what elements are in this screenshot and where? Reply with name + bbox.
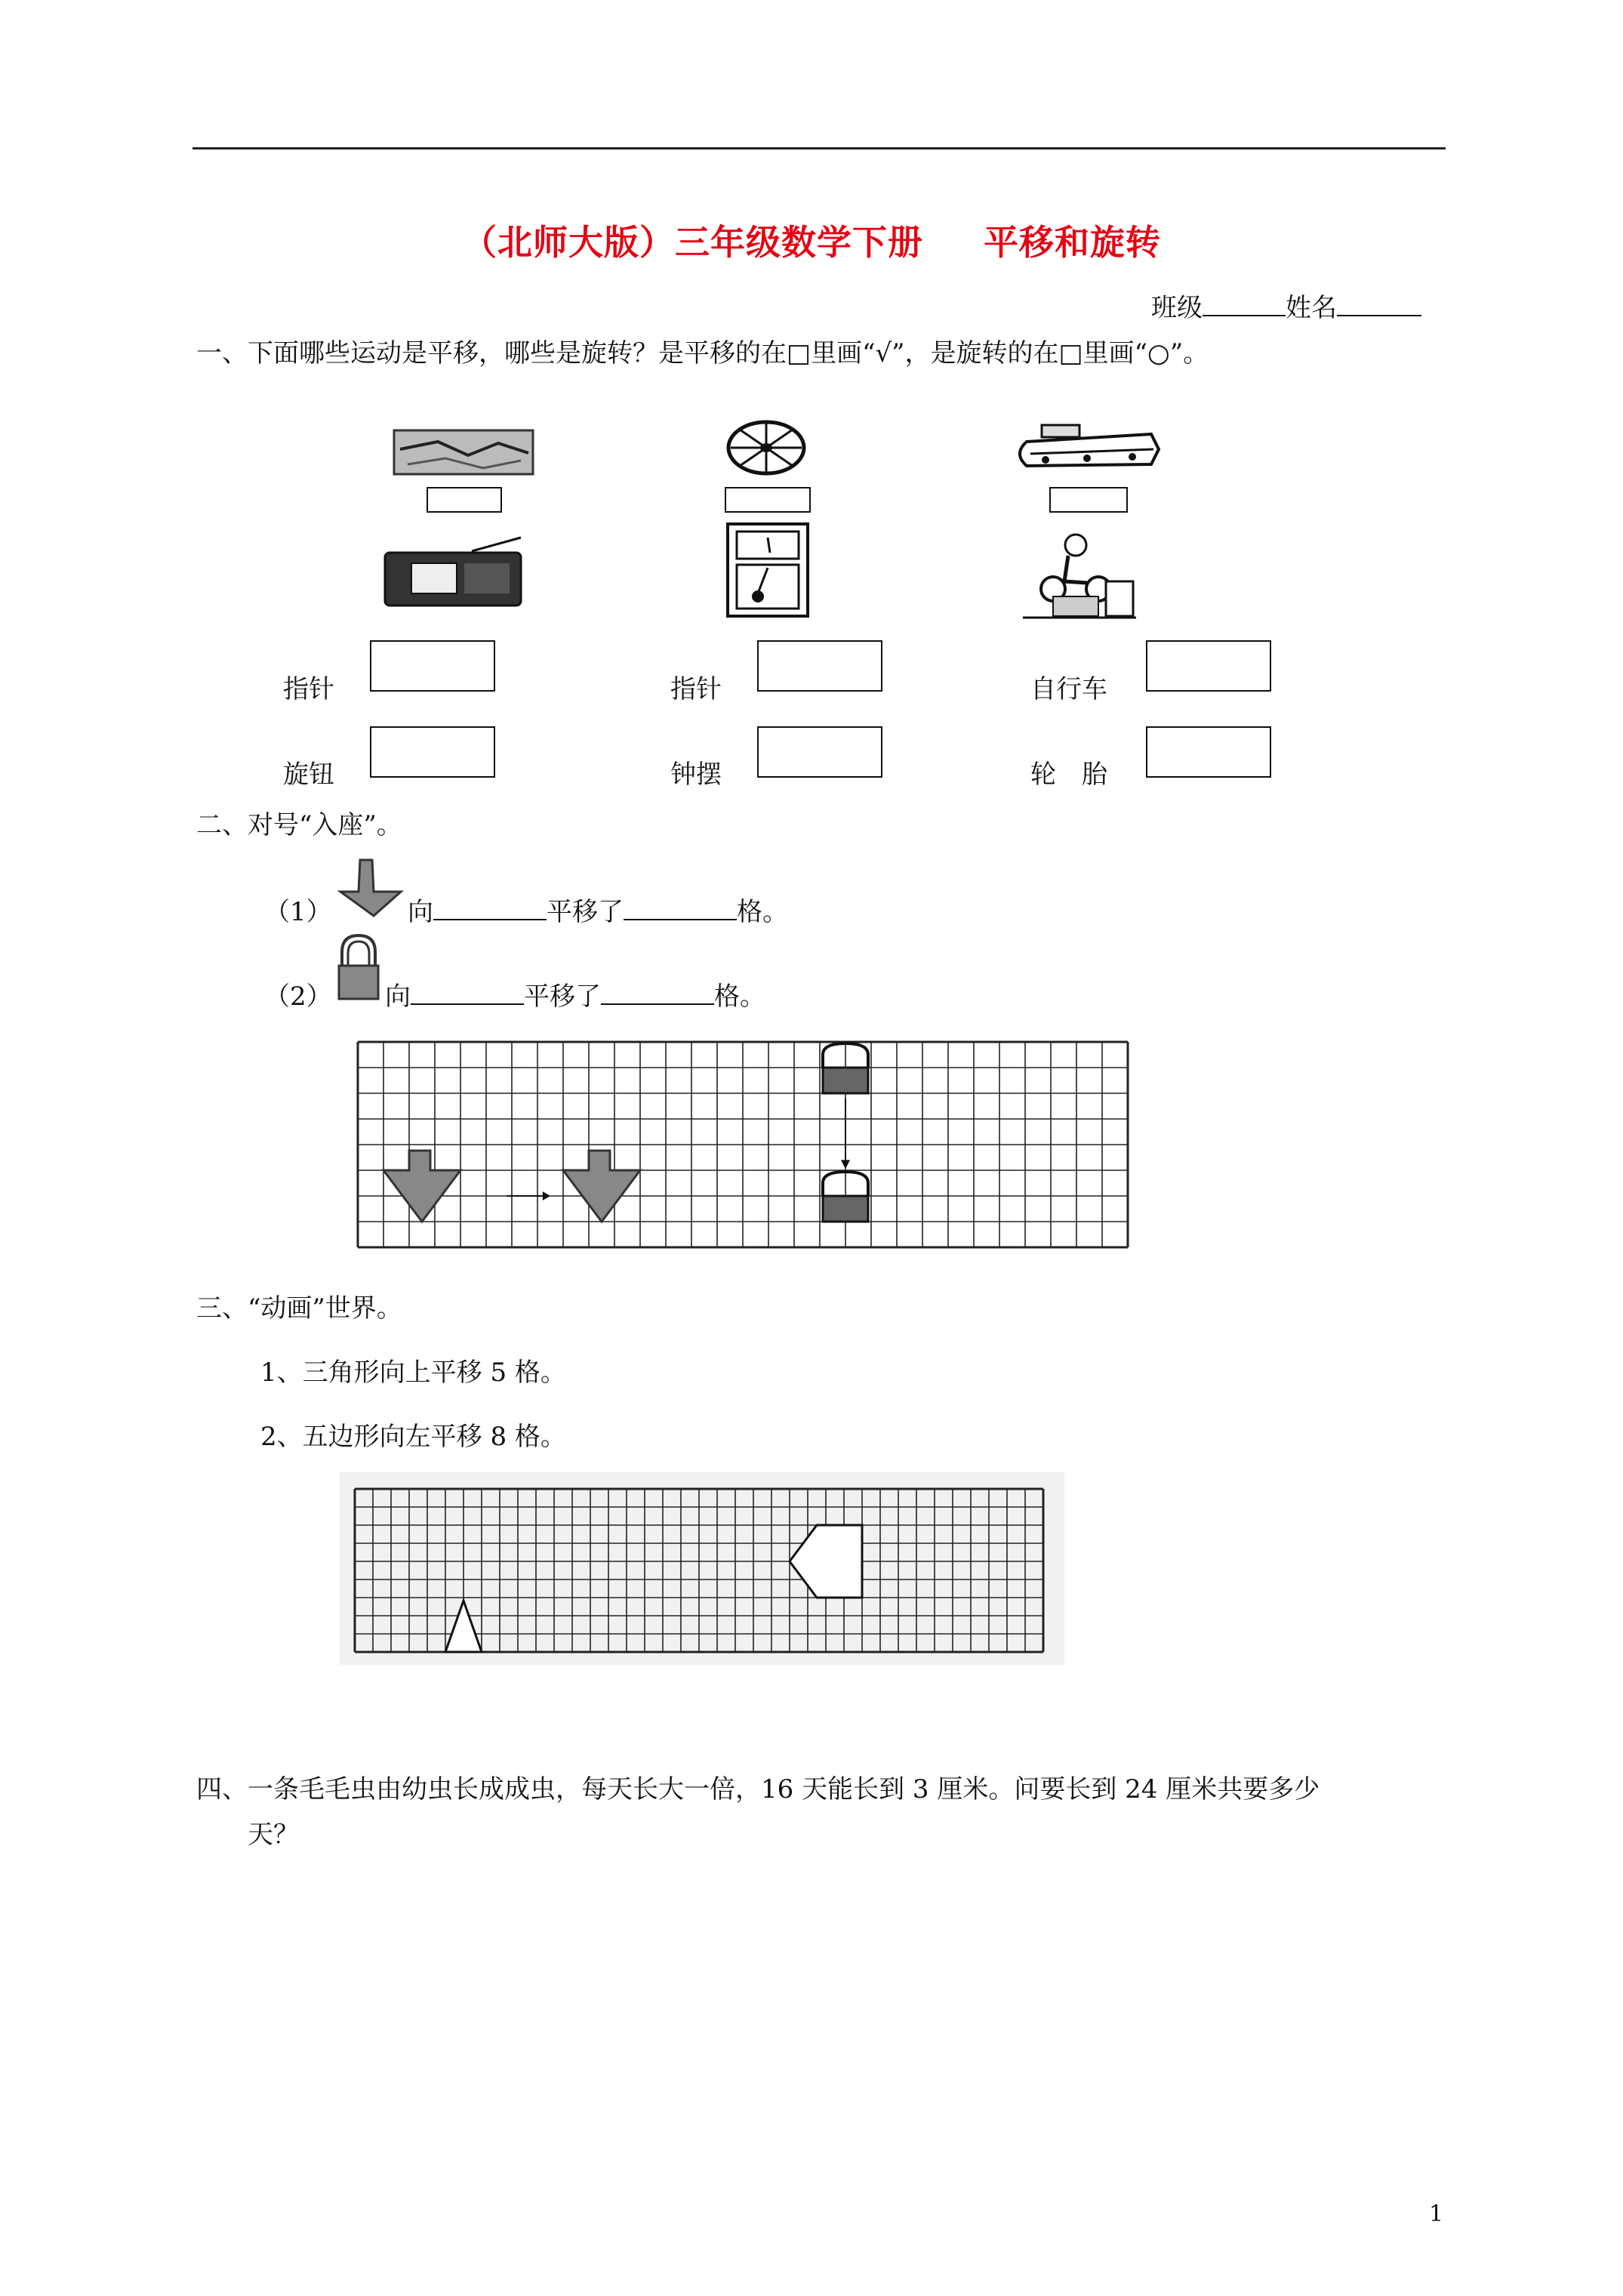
q2-item2-distance-blank[interactable]	[601, 981, 714, 1005]
label-pointer-2: 指针	[670, 674, 722, 704]
q2-item1-num: （1）	[264, 897, 332, 927]
grid-arrow-start	[383, 1151, 460, 1222]
saw-picture	[393, 427, 536, 479]
grid-move-arrowhead-vertical	[841, 1160, 850, 1169]
q3-task1: 1、三角形向上平移 5 格。	[260, 1358, 566, 1388]
answer-box-pointer-1[interactable]	[370, 640, 495, 692]
q3-grid	[355, 1489, 1049, 1653]
q4-line1: 四、一条毛毛虫由幼虫长成成虫，每天长大一倍，16 天能长到 3 厘米。问要长到 24 厘米共要多少	[196, 1774, 1320, 1804]
q2-item1-distance-blank[interactable]	[624, 896, 737, 920]
answer-box-tire[interactable]	[1146, 726, 1271, 778]
grid-move-arrowhead-horizontal	[543, 1191, 550, 1200]
q3-task2: 2、五边形向左平移 8 格。	[260, 1422, 566, 1452]
answer-box-knob[interactable]	[370, 726, 495, 778]
label-bicycle: 自行车	[1030, 674, 1107, 704]
q3-prompt: 三、“动画”世界。	[196, 1293, 402, 1324]
triangle-shape	[445, 1601, 482, 1652]
title-right: 平移和旋转	[984, 222, 1161, 263]
q2-item2-num: （2）	[264, 982, 332, 1012]
conveyor-belt-picture	[1012, 419, 1163, 476]
label-pendulum: 钟摆	[670, 760, 722, 790]
saw-answer-box[interactable]	[427, 487, 502, 513]
q2-item2-line: 向 平移了 格。	[385, 982, 765, 1012]
title-left: （北师大版）三年级数学下册	[462, 222, 923, 263]
class-name-fields: 班级 姓名	[1151, 287, 1421, 324]
grid-lock-start-body	[823, 1068, 868, 1093]
grid-lines	[358, 1042, 1128, 1247]
q1-prompt: 一、下面哪些运动是平移，哪些是旋转？是平移的在□里画“√”，是旋转的在□里画“○”。	[196, 338, 1209, 368]
top-rule	[192, 147, 1446, 149]
q2-item1-direction-blank[interactable]	[433, 896, 547, 920]
page-title	[0, 215, 1623, 265]
name-blank[interactable]	[1337, 292, 1421, 316]
cyclist-picture	[1023, 529, 1136, 619]
q2-item1-line: 向 平移了 格。	[408, 897, 788, 927]
answer-box-pendulum[interactable]	[757, 726, 882, 778]
pentagon-shape	[790, 1525, 862, 1598]
radio-picture	[381, 536, 525, 608]
q2-grid	[358, 1042, 1128, 1247]
label-tire: 轮 胎	[1030, 760, 1107, 790]
arrow-shape-icon	[336, 857, 404, 917]
page-number: 1	[1429, 2201, 1444, 2227]
answer-box-bicycle[interactable]	[1146, 640, 1271, 692]
q2-item2-direction-blank[interactable]	[411, 981, 524, 1005]
grid-lock-end-body	[823, 1196, 868, 1222]
label-pointer-1: 指针	[283, 674, 334, 704]
grid-arrow-end	[563, 1151, 640, 1222]
class-blank[interactable]	[1203, 292, 1286, 316]
answer-box-pointer-2[interactable]	[757, 640, 882, 692]
wheel-picture	[725, 419, 808, 479]
conveyor-answer-box[interactable]	[1049, 487, 1128, 513]
wheel-answer-box[interactable]	[725, 487, 811, 513]
pendulum-clock-picture	[725, 521, 812, 619]
lock-shape-icon	[336, 932, 381, 1002]
q2-prompt: 二、对号“入座”。	[196, 810, 402, 840]
q4-line2: 天？	[248, 1820, 299, 1850]
label-knob: 旋钮	[283, 760, 334, 790]
